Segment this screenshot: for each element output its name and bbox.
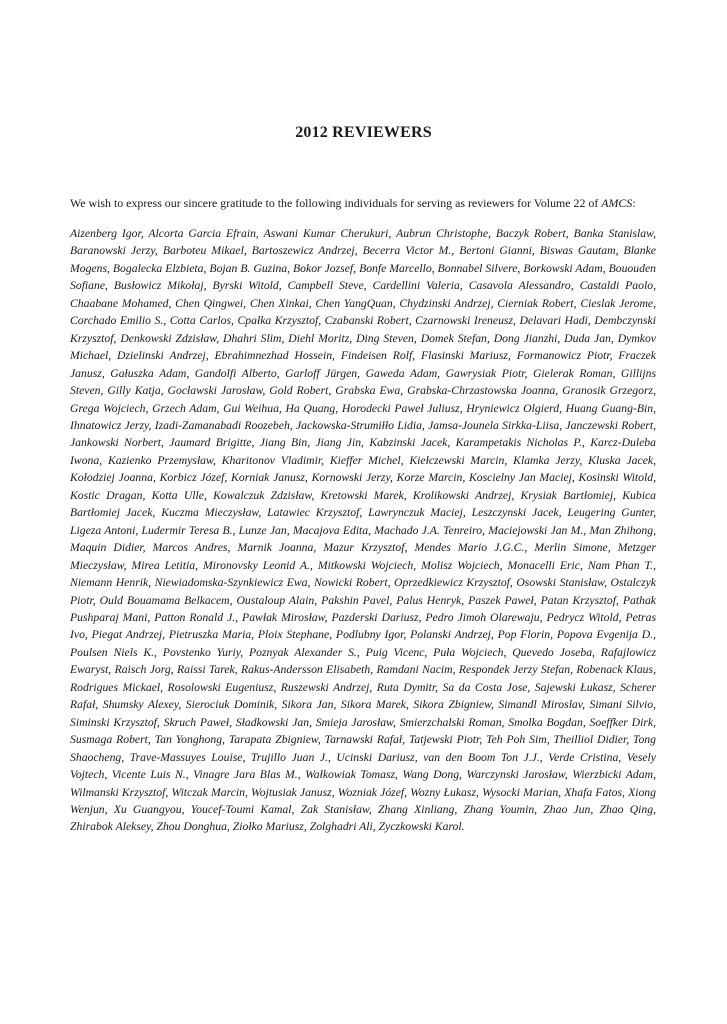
reviewers-list: Aizenberg Igor, Alcorta Garcia Efrain, Aswani Kumar Cherukuri, Aubrun Christophe, Baczyk Robert, Banka Stanislaw, Baranowski Jerzy, Barboteu Mikael, Bartoszewicz Andrzej, Becerra Victor M., Bertoni Gianni, Biswas Gautam, Blanke Mogens, Bogalecka Elzbieta, Bojan B. Guzina, Bokor Jozsef, Bonfe Marcello, Bonnabel Silvere, Borkowski Adam, Bououden Sofiane, Busłowicz Mikołaj, Byrski Witold, Campbell Steve, Cardellini Valeria, Casavola Alessandro, Castaldi Paolo, Chaabane Mohamed, Chen Qingwei, Chen Xinkai, Chen YangQuan, Chydzinski Andrzej, Cierniak Robert, Cieslak Jerome, Corchado Emilio S., Cotta Carlos, Cpałka Krzysztof, Czabanski Robert, Czarnowski Ireneusz, Delavari Hadi, Dembczynski Krzysztof, Denkowski Zdzisław, Dhahri Slim, Diehl Moritz, Ding Steven, Domek Stefan, Dong Jianzhi, Duda Jan, Dymkov Michael, Dzielinski Andrzej, Ebrahimnezhad Hossein, Findeisen Rolf, Flasinski Mariusz, Formanowicz Piotr, Fraczek Janusz, Gałuszka Adam, Gandolfi Alberto, Garloff Jürgen, Gaweda Adam, Gawrysiak Piotr, Gielerak Roman, Gillijns Steven, Gilly Katja, Gocławski Jarosław, Gold Robert, Grabska Ewa, Grabska-Chrzastowska Joanna, Granosik Grzegorz, Grega Wojciech, Grzech Adam, Gui Weihua, Ha Quang, Horodecki Paweł Juliusz, Hryniewicz Olgierd, Huang Guang-Bin, Ihnatowicz Jerzy, Izadi-Zamanabadi Roozebeh, Jackowska-Strumiłło Lidia, Jamsa-Jounela Sirkka-Liisa, Janczewski Robert, Jankowski Norbert, Jaumard Brigitte, Jiang Bin, Jiang Jin, Kabzinski Jacek, Karampetakis Nicholas P., Karcz-Duleba Iwona, Kazienko Przemysław, Kharitonov Vladimir, Kieffer Michel, Kiełczewski Marcin, Klamka Jerzy, Kluska Jacek, Kołodziej Joanna, Korbicz Józef, Korniak Janusz, Kornowski Jerzy, Korze Marcin, Koscielny Jan Maciej, Kosinski Witold, Kostic Dragan, Kotta Ulle, Kowalczuk Zdzisław, Kretowski Marek, Krolikowski Andrzej, Krysiak Bartłomiej, Kubica Bartłomiej Jacek, Kuczma Mieczysław, Latawiec Krzysztof, Lawrynczuk Maciej, Leszczynski Jacek, Leugering Gunter, Ligeza Antoni, Ludermir Teresa B., Lunze Jan, Macajova Edita, Machado J.A. Tenreiro, Maciejowski Jan M., Man Zhihong, Maquin Didier, Marcos Andres, Marnik Joanna, Mazur Krzysztof, Mendes Mario J.G.C., Merlin Simone, Metzger Mieczysław, Mirea Letitia, Mironovsky Leonid A., Mitkowski Wojciech, Molisz Wojciech, Monacelli Eric, Nam Phan T., Niemann Henrik, Niewiadomska-Szynkiewicz Ewa, Nowicki Robert, Oprzedkiewicz Krzysztof, Osowski Stanisław, Ostalczyk Piotr, Ould Bouamama Belkacem, Oustaloup Alain, Pakshin Pavel, Palus Henryk, Paszek Paweł, Patan Krzysztof, Pathak Pushparaj Mani, Patton Ronald J., Pawłak Mirosław, Pazderski Dariusz, Pedro Jimoh Olarewaju, Pedrycz Witold, Petras Ivo, Piegat Andrzej, Pietruszka Maria, Ploix Stephane, Podlubny Igor, Polanski Andrzej, Pop Florin, Popova Evgenija D., Poulsen Niels K., Povstenko Yuriy, Poznyak Alexander S., Puig Vicenc, Puła Wojciech, Quevedo Joseba, Rafajlowicz Ewaryst, Raisch Jorg, Raissi Tarek, Rakus-Andersson Elisabeth, Ramdani Nacim, Respondek Jerzy Stefan, Robenack Klaus, Rodrigues Mickael, Rosolowski Eugeniusz, Ruszewski Andrzej, Ruta Dymitr, Sa da Costa Jose, Sajewski Łukasz, Scherer Rafał, Shumsky Alexey, Sierociuk Dominik, Sikora Jan, Sikora Marek, Sikora Zbigniew, Simandl Miroslav, Simani Silvio, Siminski Krzysztof, Skruch Paweł, Sładkowski Jan, Smieja Jarosław, Smierzchalski Roman, Smolka Bogdan, Soeffker Dirk, Susmaga Robert, Tan Yonghong, Tarapata Zbigniew, Tarnawski Rafał, Tatjewski Piotr, Teh Poh Sim, Theilliol Didier, Tong Shaocheng, Trave-Massuyes Louise, Trujillo Juan J., Ucinski Dariusz, van den Boom Ton J.J., Verde Cristina, Vesely Vojtech, Vicente Luis N., Vinagre Jara Blas M., Wałkowiak Tomasz, Wang Dong, Warczynski Jarosław, Wierzbicki Adam, Wilmanski Krzysztof, Witczak Marcin, Wojtusiak Janusz, Wozniak Józef, Wozny Łukasz, Wysocki Marian, Xhafa Fatos, Xiong Wenjun, Xu Guangyou, Youcef-Toumi Kamal, Zak Stanisław, Zhang Xinliang, Zhang Youmin, Zhao Jun, Zhao Qing, Zhirabok Aleksey, Zhou Donghua, Ziołko Mariusz, Zolghadri Ali, Zyczkowski Karol. xyxy=(70,227,656,834)
journal-name: AMCS xyxy=(601,196,633,210)
intro-colon: : xyxy=(632,196,636,210)
intro-paragraph xyxy=(70,195,660,211)
intro-text: We wish to express our sincere gratitude to the following individuals for serving as reviewers for Volume 22 of xyxy=(70,196,602,210)
page-title: 2012 REVIEWERS xyxy=(295,124,432,141)
